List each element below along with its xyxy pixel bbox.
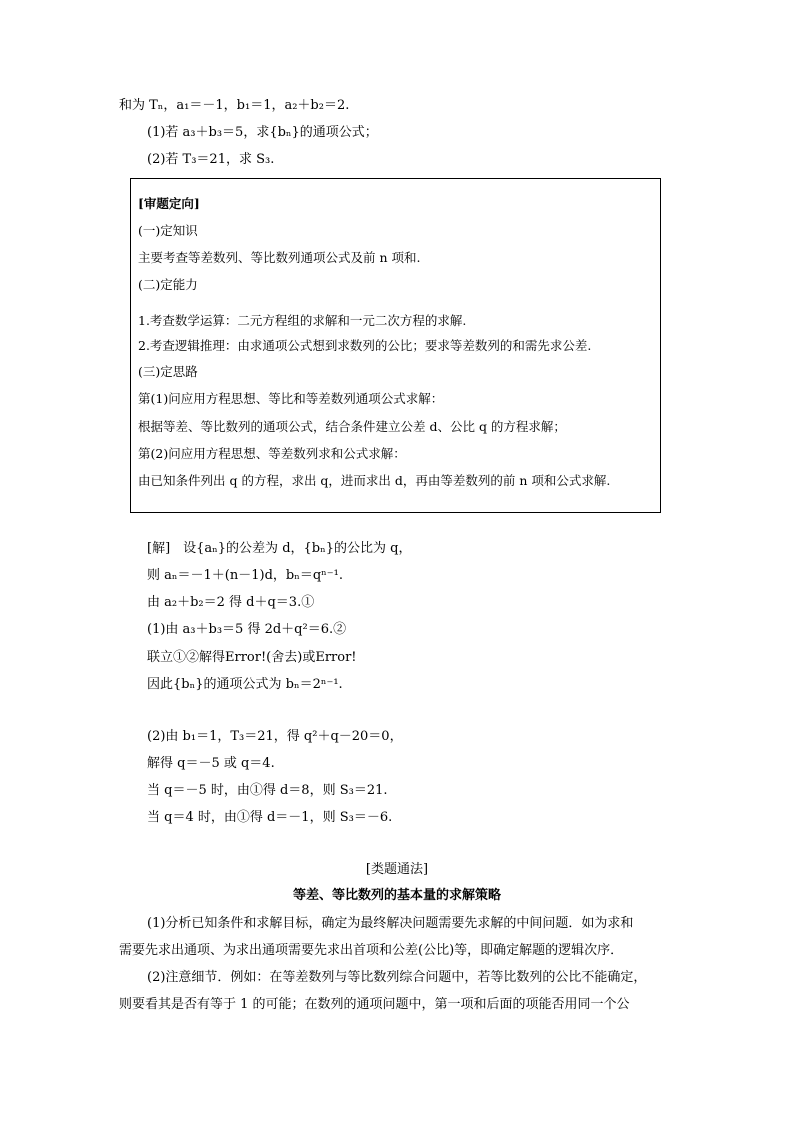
section3-part2-text: 由已知条件列出 q 的方程，求出 q，进而求出 d，再由等差数列的前 n 项和公式求解.: [138, 473, 611, 488]
section1-heading: (一)定知识: [138, 223, 198, 238]
solution-line-9: 当 q＝－5 时，由①得 d＝8，则 S₃＝21.: [147, 783, 388, 798]
section1-text: 主要考查等差数列、等比数列通项公式及前 n 项和.: [138, 250, 421, 265]
problem-line-1: 和为 Tₙ，a₁＝－1，b₁＝1，a₂＋b₂＝2.: [119, 98, 350, 113]
method-title: [类题通法]: [365, 862, 429, 877]
method-subtitle: 等差、等比数列的基本量的求解策略: [292, 888, 501, 903]
section2-item-2: 2.考查逻辑推理：由求通项公式想到求数列的公比；要求等差数列的和需先求公差.: [138, 338, 592, 353]
solution-line-7: (2)由 b₁＝1，T₃＝21，得 q²＋q－20＝0，: [147, 729, 403, 744]
section2-heading: (二)定能力: [138, 277, 198, 292]
method-paragraph-1-line-2: 需要先求出通项、为求出通项需要先求出首项和公差(公比)等，即确定解题的逻辑次序．: [119, 943, 624, 958]
analysis-title: [审题定向]: [138, 196, 200, 211]
problem-question-2: (2)若 T₃＝21，求 S₃.: [147, 152, 275, 167]
solution-line-10: 当 q＝4 时，由①得 d＝－1，则 S₃＝－6.: [147, 810, 393, 825]
method-paragraph-1-line-1: (1)分析已知条件和求解目标，确定为最终解决问题需要先求解的中间问题．如为求和: [147, 916, 634, 931]
problem-question-1: (1)若 a₃＋b₃＝5，求{bₙ}的通项公式；: [147, 125, 378, 140]
section3-part1-text: 根据等差、等比数列的通项公式，结合条件建立公差 d、公比 q 的方程求解；: [138, 419, 566, 434]
solution-line-4: (1)由 a₃＋b₃＝5 得 2d＋q²＝6.②: [147, 622, 347, 637]
solution-line-1: [解] 设{aₙ}的公差为 d，{bₙ}的公比为 q，: [147, 541, 412, 556]
solution-line-6: 因此{bₙ}的通项公式为 bₙ＝2ⁿ⁻¹.: [147, 677, 343, 692]
section3-heading: (三)定思路: [138, 364, 198, 379]
section2-item-1: 1.考查数学运算：二元方程组的求解和一元二次方程的求解.: [138, 313, 467, 328]
solution-line-2: 则 aₙ＝－1＋(n－1)d，bₙ＝qⁿ⁻¹.: [147, 568, 343, 583]
section3-part2-title: 第(2)问应用方程思想、等差数列求和公式求解：: [138, 446, 406, 461]
section3-part1-title: 第(1)问应用方程思想、等比和等差数列通项公式求解：: [138, 391, 444, 406]
method-paragraph-2-line-1: (2)注意细节．例如：在等差数列与等比数列综合问题中，若等比数列的公比不能确定，: [147, 970, 647, 985]
solution-line-3: 由 a₂＋b₂＝2 得 d＋q＝3.①: [147, 595, 315, 610]
method-paragraph-2-line-2: 则要看其是否有等于 1 的可能；在数列的通项问题中，第一项和后面的项能否用同一个公: [119, 997, 630, 1012]
solution-line-8: 解得 q＝－5 或 q＝4.: [147, 756, 275, 771]
solution-line-5: 联立①②解得Error!(舍去)或Error!: [147, 650, 357, 665]
analysis-box: [130, 178, 661, 513]
